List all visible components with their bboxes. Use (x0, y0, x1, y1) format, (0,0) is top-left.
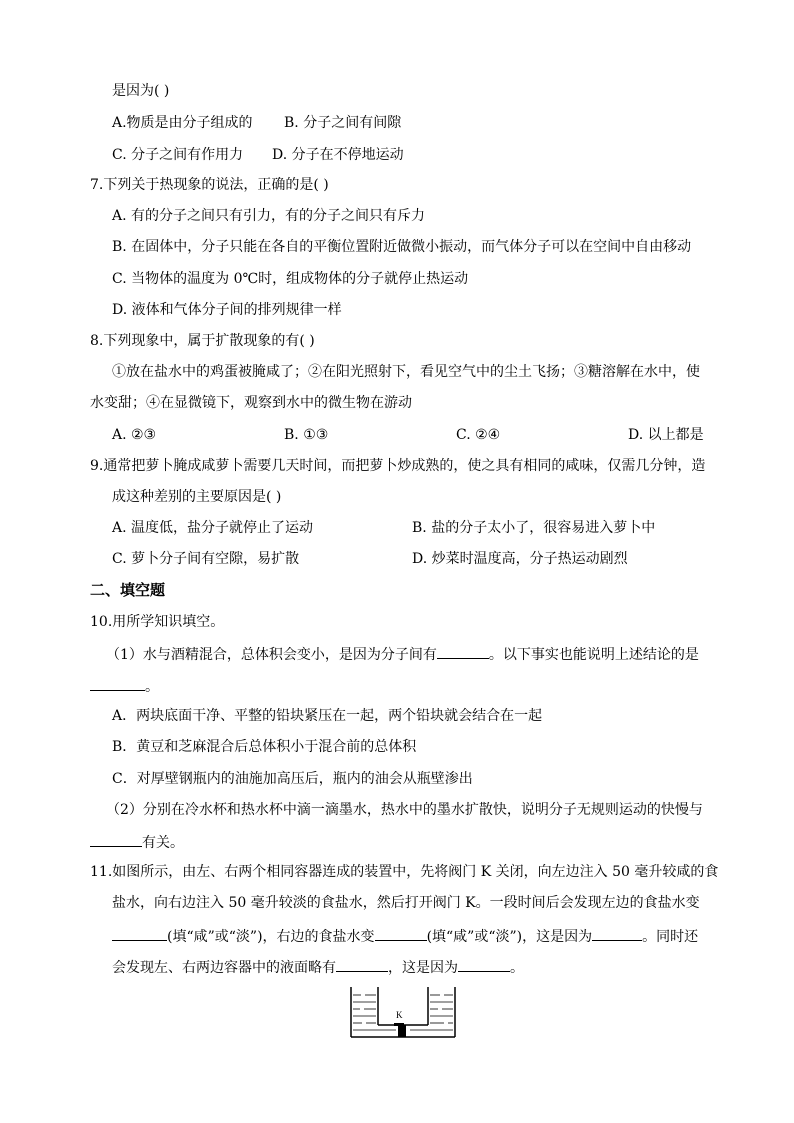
q10-option-c: C．对厚壁钢瓶内的油施加高压后，瓶内的油会从瓶壁渗出 (112, 771, 473, 787)
q11-blank-1[interactable] (112, 925, 167, 941)
q7-option-a: A. 有的分子之间只有引力，有的分子之间只有斥力 (112, 208, 426, 224)
q7-option-d: D. 液体和气体分子间的排列规律一样 (112, 302, 342, 318)
q10-option-a: A．两块底面干净、平整的铅块紧压在一起，两个铅块就会结合在一起 (112, 708, 543, 724)
q6-option-c: C. 分子之间有作用力 (112, 147, 244, 163)
q8-option-c: C. ②④ (456, 427, 501, 443)
q9-option-c: C. 萝卜分子间有空隙，易扩散 (112, 551, 300, 567)
q8-option-b: B. ①③ (284, 427, 329, 443)
q8-stem: 8.下列现象中，属于扩散现象的有( ) (90, 333, 315, 349)
q10-part2-line1: （2）分别在冷水杯和热水杯中滴一滴墨水，热水中的墨水扩散快，说明分子无规则运动的快慢与 (106, 802, 703, 818)
q8-option-d: D. 以上都是 (628, 427, 704, 443)
q7-option-c: C. 当物体的温度为 0℃时，组成物体的分子就停止热运动 (112, 271, 469, 287)
q8-body-line1: ①放在盐水中的鸡蛋被腌咸了；②在阳光照射下，看见空气中的尘土飞扬；③糖溶解在水中，使 (112, 364, 700, 380)
q7-option-b: B. 在固体中，分子只能在各自的平衡位置附近做微小振动，而气体分子可以在空间中自由移动 (112, 239, 692, 255)
q10-part2-line2 (90, 831, 184, 851)
q11-line3-text-b: (填“咸”或“淡”)，这是因为 (426, 929, 593, 945)
valve-label: K (396, 1010, 403, 1020)
q10-part1-text-b: 。以下事实也能说明上述结论的是 (488, 647, 699, 663)
q10-blank-3[interactable] (90, 831, 142, 847)
q11-line4-text-b: ，这是因为 (388, 960, 458, 976)
q9-stem-line2: 成这种差别的主要原因是( ) (112, 489, 282, 505)
q11-line1: 11.如图所示，由左、右两个相同容器连成的装置中，先将阀门 K 关闭，向左边注入 50 毫升较咸的食 (90, 864, 719, 880)
q10-blank-1[interactable] (437, 643, 489, 659)
q10-part2-text-b: 有关。 (142, 835, 184, 851)
q9-option-d: D. 炒菜时温度高，分子热运动剧烈 (412, 551, 628, 567)
q8-option-a: A. ②③ (112, 427, 157, 443)
q11-blank-5[interactable] (458, 956, 510, 972)
q6-option-b: B. 分子之间有间隙 (284, 115, 402, 131)
q11-line3-text-a: (填“咸”或“淡”)，右边的食盐水变 (167, 929, 375, 945)
q6-stem-tail: 是因为( ) (112, 83, 170, 99)
q11-blank-3[interactable] (592, 925, 642, 941)
q11-line3 (112, 925, 698, 945)
q8-body-line2: 水变甜；④在显微镜下，观察到水中的微生物在游动 (90, 395, 412, 411)
valve-k-icon (398, 1025, 406, 1037)
q6-option-a: A.物质是由分子组成的 (112, 115, 253, 131)
q10-part1-line2 (90, 675, 159, 695)
q9-stem-line1: 9.通常把萝卜腌成咸萝卜需要几天时间，而把萝卜炒成熟的，使之具有相同的咸味，仅需几分钟，造 (90, 458, 706, 474)
q10-part1-line1 (106, 643, 699, 663)
q6-option-d: D. 分子在不停地运动 (272, 147, 404, 163)
q11-line2: 盐水，向右边注入 50 毫升较淡的食盐水，然后打开阀门 K。一段时间后会发现左边的食盐水变 (112, 895, 700, 911)
q10-blank-2[interactable] (90, 675, 145, 691)
q11-blank-4[interactable] (336, 956, 388, 972)
q9-option-a: A. 温度低，盐分子就停止了运动 (112, 520, 314, 536)
q9-option-b: B. 盐的分子太小了，很容易进入萝卜中 (412, 520, 656, 536)
right-container (428, 987, 455, 1037)
valve-handle-icon (394, 1023, 404, 1026)
q11-line4-text-a: 会发现左、右两边容器中的液面略有 (112, 960, 336, 976)
q11-line4 (112, 956, 524, 976)
q10-option-b: B．黄豆和芝麻混合后总体积小于混合前的总体积 (112, 739, 417, 755)
q11-line4-text-c: 。 (510, 960, 524, 976)
q10-part1-text-c: 。 (145, 679, 159, 695)
q11-blank-2[interactable] (375, 925, 427, 941)
connected-containers-diagram (348, 985, 458, 1040)
q10-part1-text-a: （1）水与酒精混合，总体积会变小，是因为分子间有 (106, 647, 437, 663)
q11-line3-text-c: 。同时还 (642, 929, 699, 945)
section-title-fill-in: 二、填空题 (90, 581, 166, 599)
q10-stem: 10.用所学知识填空。 (90, 614, 225, 630)
q7-stem: 7.下列关于热现象的说法，正确的是( ) (90, 177, 329, 193)
